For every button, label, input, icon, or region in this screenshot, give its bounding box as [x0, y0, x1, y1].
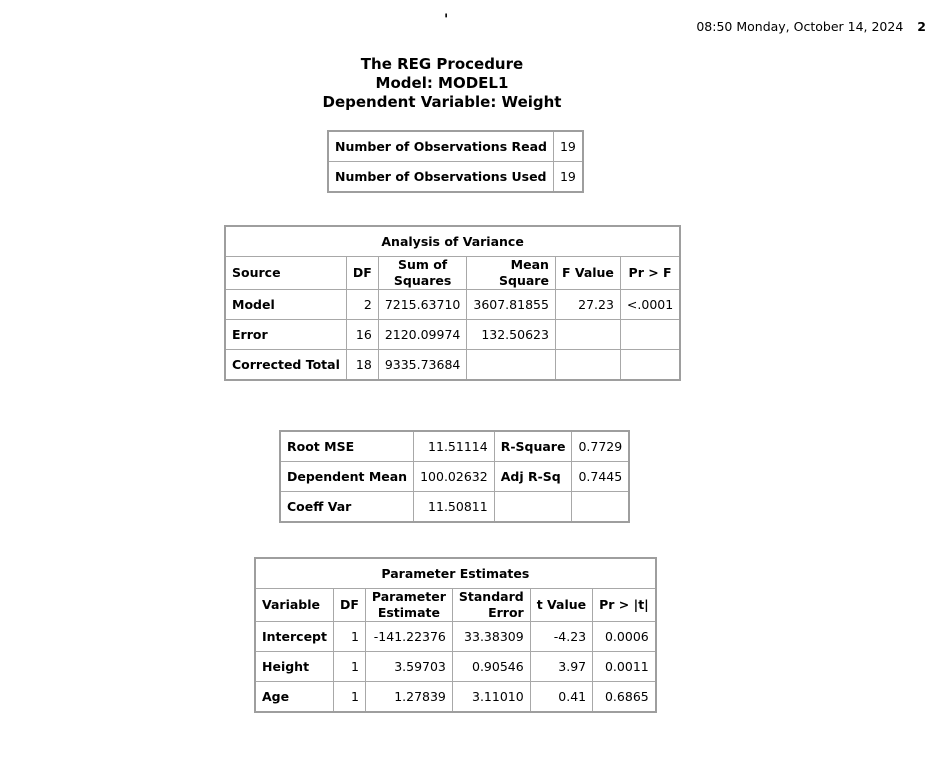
se-cell: 33.38309 [452, 622, 530, 652]
col-variable: Variable [255, 589, 333, 622]
stat-value: 11.51114 [414, 431, 495, 462]
ss-cell: 9335.73684 [378, 350, 467, 381]
table-row [255, 682, 656, 713]
stat-label [494, 492, 572, 523]
col-pr-t: Pr > |t| [593, 589, 656, 622]
stray-mark: ' [444, 12, 449, 28]
obs-read-value: 19 [553, 131, 582, 162]
table-row [280, 431, 629, 462]
stat-label: R-Square [494, 431, 572, 462]
stat-value: 0.7445 [572, 462, 629, 492]
procedure-titles [0, 55, 884, 112]
estimate-cell: 1.27839 [365, 682, 452, 713]
ms-cell: 3607.81855 [467, 290, 556, 320]
p-cell: <.0001 [620, 290, 680, 320]
row-label: Height [255, 652, 333, 682]
ss-cell: 7215.63710 [378, 290, 467, 320]
params-caption: Parameter Estimates [255, 558, 656, 589]
df-cell: 1 [333, 652, 365, 682]
row-label: Corrected Total [225, 350, 346, 381]
timestamp: 08:50 Monday, October 14, 2024 [696, 19, 904, 34]
t-cell: -4.23 [530, 622, 592, 652]
stat-label: Coeff Var [280, 492, 414, 523]
f-cell [555, 350, 620, 381]
fit-statistics-table [279, 430, 630, 523]
table-row [328, 162, 583, 193]
params-header-row [255, 589, 656, 622]
table-row [225, 350, 680, 381]
stat-value [572, 492, 629, 523]
page-header [696, 19, 926, 34]
ms-cell [467, 350, 556, 381]
p-cell: 0.0006 [593, 622, 656, 652]
col-t-value: t Value [530, 589, 592, 622]
df-cell: 16 [346, 320, 378, 350]
df-cell: 2 [346, 290, 378, 320]
col-parameter-estimate: Parameter Estimate [365, 589, 452, 622]
col-standard-error: Standard Error [452, 589, 530, 622]
anova-caption: Analysis of Variance [225, 226, 680, 257]
p-cell [620, 320, 680, 350]
df-cell: 1 [333, 682, 365, 713]
obs-used-label: Number of Observations Used [328, 162, 553, 193]
table-row [280, 462, 629, 492]
row-label: Age [255, 682, 333, 713]
stat-label: Root MSE [280, 431, 414, 462]
t-cell: 0.41 [530, 682, 592, 713]
se-cell: 0.90546 [452, 652, 530, 682]
f-cell [555, 320, 620, 350]
col-df: DF [333, 589, 365, 622]
stat-value: 100.02632 [414, 462, 495, 492]
row-label: Model [225, 290, 346, 320]
estimate-cell: -141.22376 [365, 622, 452, 652]
table-row [280, 492, 629, 523]
col-mean-square: Mean Square [467, 257, 556, 290]
stat-value: 11.50811 [414, 492, 495, 523]
p-cell [620, 350, 680, 381]
stat-value: 0.7729 [572, 431, 629, 462]
ms-cell: 132.50623 [467, 320, 556, 350]
model-title: Model: MODEL1 [375, 74, 509, 92]
observations-table [327, 130, 584, 193]
table-row [255, 652, 656, 682]
row-label: Error [225, 320, 346, 350]
anova-table [224, 225, 681, 381]
page-number: 2 [917, 19, 926, 34]
obs-used-value: 19 [553, 162, 582, 193]
df-cell: 1 [333, 622, 365, 652]
table-row [225, 290, 680, 320]
p-cell: 0.0011 [593, 652, 656, 682]
se-cell: 3.11010 [452, 682, 530, 713]
parameter-estimates-table [254, 557, 657, 713]
p-cell: 0.6865 [593, 682, 656, 713]
col-source: Source [225, 257, 346, 290]
stat-label: Adj R-Sq [494, 462, 572, 492]
procedure-title: The REG Procedure [360, 55, 524, 73]
col-sum-squares: Sum of Squares [378, 257, 467, 290]
ss-cell: 2120.09974 [378, 320, 467, 350]
df-cell: 18 [346, 350, 378, 381]
anova-header-row [225, 257, 680, 290]
t-cell: 3.97 [530, 652, 592, 682]
stat-label: Dependent Mean [280, 462, 414, 492]
col-pr-f: Pr > F [620, 257, 680, 290]
row-label: Intercept [255, 622, 333, 652]
obs-read-label: Number of Observations Read [328, 131, 553, 162]
table-row [225, 320, 680, 350]
estimate-cell: 3.59703 [365, 652, 452, 682]
table-row [255, 622, 656, 652]
dependent-variable-title: Dependent Variable: Weight [322, 93, 562, 111]
col-df: DF [346, 257, 378, 290]
table-row [328, 131, 583, 162]
col-f-value: F Value [555, 257, 620, 290]
f-cell: 27.23 [555, 290, 620, 320]
